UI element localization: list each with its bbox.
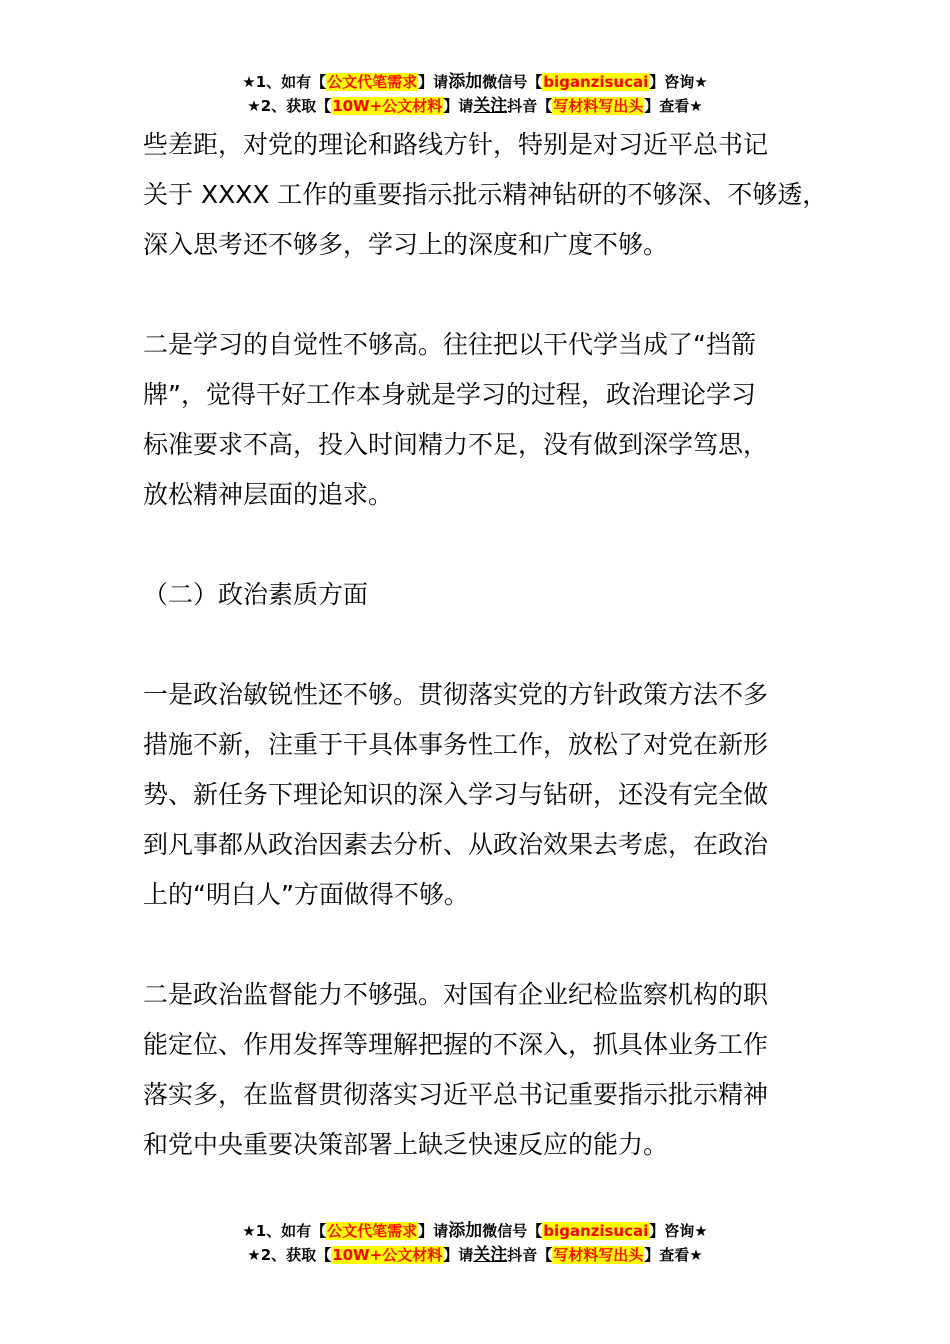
banner-highlight: 公文代笔需求	[327, 73, 418, 91]
text-line: 一是政治敏锐性还不够。贯彻落实党的方针政策方法不多	[143, 680, 769, 709]
banner-line-2: ★2、获取【10W+公文材料】请关注抖音【写材料写出头】查看★	[247, 96, 703, 116]
text-line: 到凡事都从政治因素去分析、从政治效果去考虑，在政治	[143, 830, 769, 859]
text-line: （二）政治素质方面	[143, 580, 369, 609]
banner-line-1: ★1、如有【公文代笔需求】请添加微信号【biganzisucai】咨询★	[242, 72, 708, 92]
banner-wechat-id: biganzisucai	[543, 1222, 649, 1240]
header-banner	[0, 70, 950, 118]
banner-highlight: 10W+公文材料	[332, 1246, 443, 1264]
footer-banner	[0, 1219, 950, 1267]
text-line: 措施不新，注重于干具体事务性工作，放松了对党在新形	[143, 730, 769, 759]
text-line: 能定位、作用发挥等理解把握的不深入，抓具体业务工作	[143, 1030, 769, 1059]
banner-highlight: 公文代笔需求	[327, 1222, 418, 1240]
paragraph	[143, 670, 843, 920]
text-line: 上的“明白人”方面做得不够。	[143, 880, 469, 909]
text-line: 二是学习的自觉性不够高。往往把以干代学当成了“挡箭	[143, 330, 756, 359]
paragraph	[143, 320, 843, 520]
text-line: 关于 XXXX 工作的重要指示批示精神钻研的不够深、不够透，	[143, 180, 828, 209]
banner-douyin-account: 写材料写出头	[553, 97, 644, 115]
banner-wechat-id: biganzisucai	[543, 73, 649, 91]
text-line: 二是政治监督能力不够强。对国有企业纪检监察机构的职	[143, 980, 769, 1009]
text-line: 些差距，对党的理论和路线方针，特别是对习近平总书记	[143, 130, 769, 159]
paragraph	[143, 970, 843, 1170]
text-line: 落实多，在监督贯彻落实习近平总书记重要指示批示精神	[143, 1080, 769, 1109]
banner-douyin-account: 写材料写出头	[553, 1246, 644, 1264]
text-line: 深入思考还不够多，学习上的深度和广度不够。	[143, 230, 669, 259]
banner-line-2: ★2、获取【10W+公文材料】请关注抖音【写材料写出头】查看★	[247, 1245, 703, 1265]
text-line: 标准要求不高，投入时间精力不足，没有做到深学笃思，	[143, 430, 769, 459]
text-line: 放松精神层面的追求。	[143, 480, 394, 509]
text-line: 牌”，觉得干好工作本身就是学习的过程，政治理论学习	[143, 380, 756, 409]
text-line: 势、新任务下理论知识的深入学习与钻研，还没有完全做	[143, 780, 769, 809]
paragraph	[143, 120, 843, 270]
text-line: 和党中央重要决策部署上缺乏快速反应的能力。	[143, 1130, 669, 1159]
section-heading	[143, 570, 843, 620]
document-body	[143, 120, 843, 1220]
banner-highlight: 10W+公文材料	[332, 97, 443, 115]
banner-line-1: ★1、如有【公文代笔需求】请添加微信号【biganzisucai】咨询★	[242, 1221, 708, 1241]
